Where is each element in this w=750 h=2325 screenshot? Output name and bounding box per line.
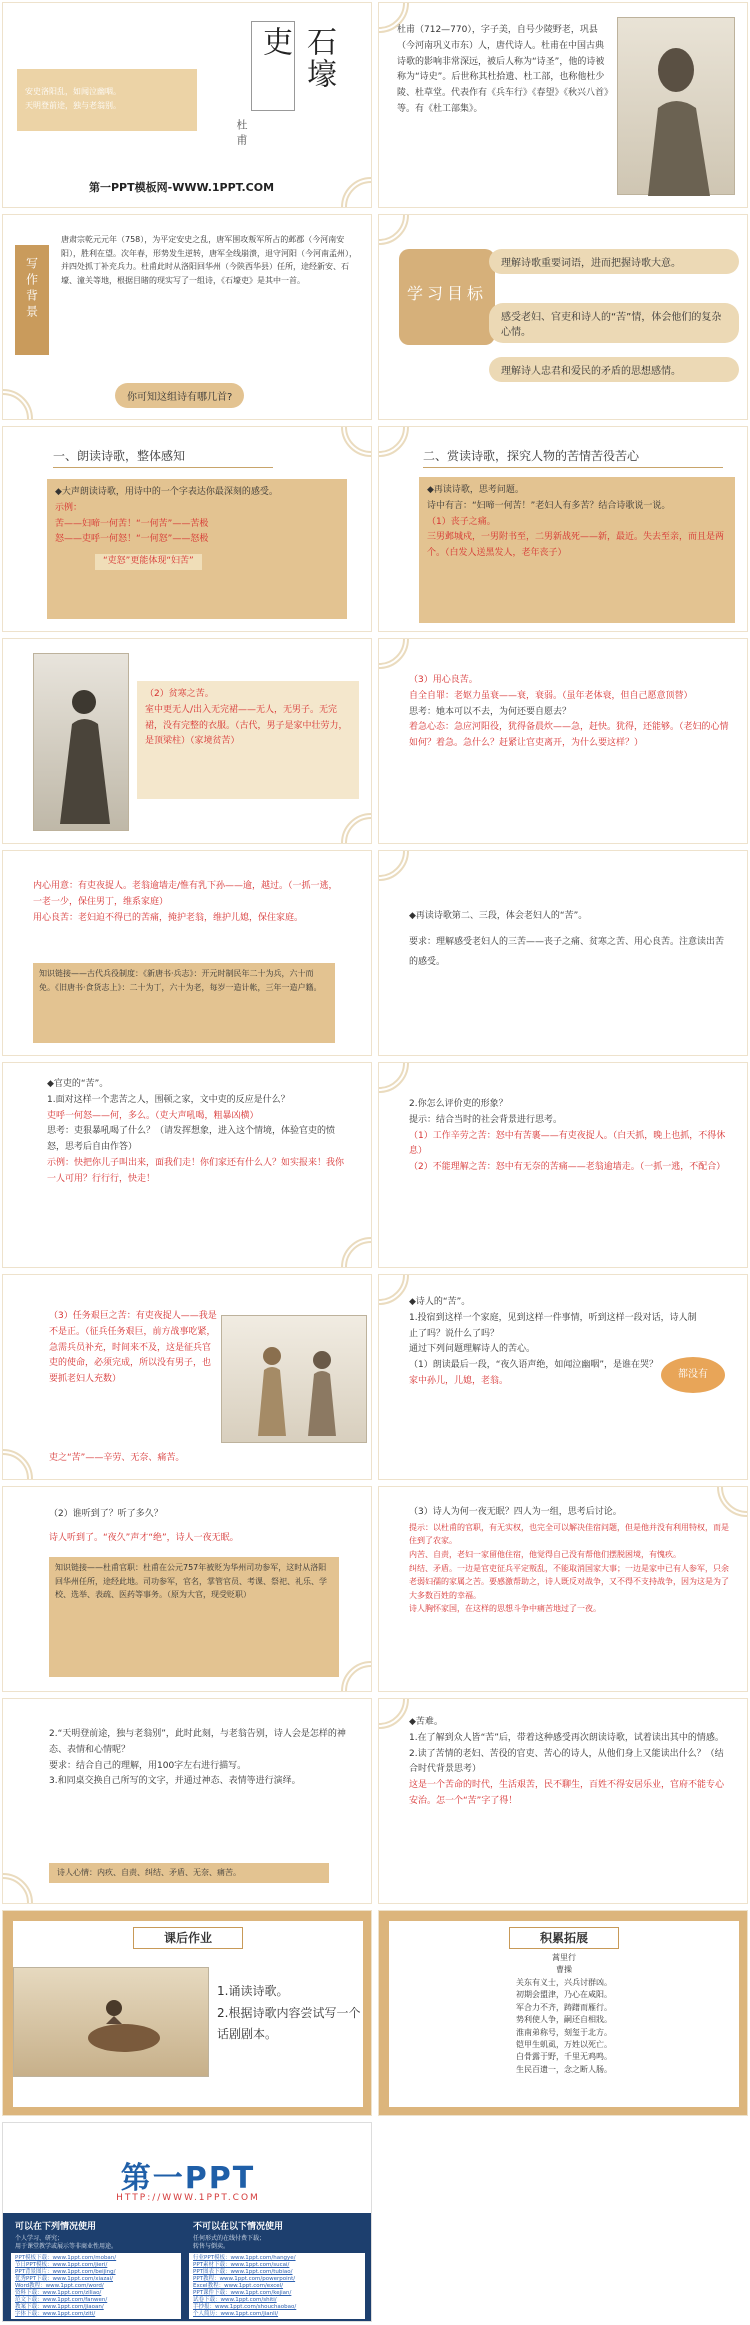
post-text: 知识链接——杜甫官职：杜甫在公元757年被贬为华州司功参军，这时从洛阳回华州任所，途经此地。司功参军，官名，掌管官员、考课、祭祀、礼乐、学校、选举、表疏、医药等事务。（原为大官，现受贬职）: [55, 1563, 327, 1600]
footer-link[interactable]: PPT背景图片：www.1ppt.com/beijing/: [15, 2269, 116, 2275]
corner-ornament: [378, 638, 409, 669]
homework-item-1: 1.诵读诗歌。: [217, 1984, 289, 1998]
footer-right-title: 不可以在以下情况使用: [193, 2222, 284, 2232]
title-frame: [251, 21, 336, 111]
footer-links-left: [11, 2253, 181, 2319]
watermark-text: 第一PPT模板网-WWW.1PPT.COM: [89, 181, 275, 194]
corner-ornament: [378, 214, 409, 245]
poem-author: 曹操: [556, 1965, 572, 1974]
figure-icon: [34, 654, 130, 832]
slide-suffering[interactable]: [378, 1698, 748, 1904]
slide-poet[interactable]: [378, 1274, 748, 1480]
evaluate-a: 2.你怎么评价吏的形象？: [409, 1099, 508, 1109]
suffering-b: 1.在了解到众人皆“苦”后，带着这种感受再次朗读诗歌，试着读出其中的情感。: [409, 1732, 724, 1743]
slide-goals[interactable]: [378, 214, 748, 420]
sleepless-e: 诗人胸怀家国，在这样的思想斗争中痛苦地过了一夜。: [409, 1604, 601, 1614]
footer-info-panel: [3, 2213, 372, 2322]
footer-link[interactable]: 行业PPT模板：www.1ppt.com/hangye/: [193, 2255, 296, 2261]
footer-link[interactable]: PPT素材下载：www.1ppt.com/sucai/: [193, 2262, 290, 2268]
portrait-image: [617, 17, 735, 195]
appreciate-q2: 诗中有言：“妇啼一何苦！”老妇人有多苦？结合诗歌说一说。: [427, 500, 671, 511]
footer-link[interactable]: 试卷下载：www.1ppt.com/shiti/: [193, 2297, 277, 2303]
heard-a: （2）谁听到了？听了多久？: [49, 1509, 163, 1519]
footer-left-title: 可以在下列情况使用: [15, 2222, 97, 2232]
slide-appreciate[interactable]: [378, 426, 748, 632]
slide-official[interactable]: [2, 1062, 372, 1268]
poem-line: 势利使人争，嗣还自相戕。: [516, 2015, 612, 2025]
corner-ornament: [2, 1873, 33, 1904]
good-intent-2: 思考：她本可以不去，为何还要自愿去？: [409, 706, 572, 717]
footer-url: HTTP://WWW.1PPT.COM: [116, 2193, 260, 2203]
official-b: 1.面对这样一个悲苦之人，围顿之家，文中吏的反应是什么？: [47, 1094, 290, 1105]
corner-ornament: [341, 813, 372, 844]
poem-line: 白骨露于野，千里无鸡鸣。: [516, 2052, 612, 2062]
slide-extension[interactable]: [378, 1910, 748, 2116]
evaluate-b: 提示：结合当时的社会背景进行思考。: [409, 1114, 563, 1125]
reread-a: ◆再读诗歌第二、三段，体会老妇人的“苦”。: [409, 911, 588, 921]
footer-link[interactable]: Excel教程：www.1ppt.com/excel/: [193, 2283, 284, 2289]
slide-homework[interactable]: [2, 1910, 372, 2116]
poem-line: 淮南弟称号，刻玺于北方。: [516, 2027, 612, 2037]
footer-link[interactable]: Word教程：www.1ppt.com/word/: [15, 2283, 104, 2289]
homework-item-2: 2.根据诗歌内容尝试写一个话剧剧本。: [217, 2005, 361, 2042]
military-a: 内心用意：有吏夜捉人。老翁逾墙走/惟有乳下孙——逾，越过。（一抓一逃，一老一少，保住男丁，维系家庭）: [33, 881, 338, 907]
task-b: 吏之“苦”——辛劳、无奈、痛苦。: [49, 1453, 185, 1463]
homework-image: [13, 1967, 209, 2077]
footer-link[interactable]: 字体下载：www.1ppt.com/ziti/: [15, 2311, 96, 2317]
slide-reading[interactable]: [2, 426, 372, 632]
reread-b: 要求：理解感受老妇人的三苦——丧子之痛、贫寒之苦、用心良苦。注意读出苦的感受。: [409, 936, 725, 967]
task-content: [49, 1309, 219, 1388]
corner-ornament: [341, 426, 372, 457]
section-heading: 二、赏读诗歌，探究人物的苦情苦役苦心: [423, 447, 723, 468]
suffering-a: ◆苦难。: [409, 1717, 443, 1727]
scene-image: [221, 1315, 367, 1443]
quote-box: [17, 69, 197, 131]
footer-link[interactable]: 教案下载：www.1ppt.com/jiaoan/: [15, 2304, 104, 2310]
footer-link[interactable]: 手抄报：www.1ppt.com/shouchaobao/: [193, 2304, 297, 2310]
post-box: [49, 1557, 339, 1677]
knowledge-text: 知识链接——古代兵役制度：《新唐书·兵志》：开元时制民年二十为兵，六十而免。《旧唐书·食货志上》：二十为丁，六十为老，每岁一造计帐，三年一造户籍。: [39, 969, 322, 992]
good-intent-content: [409, 673, 729, 752]
evaluate-c: （1）工作辛劳之苦：怒中有苦裹——有吏夜捉人。（白天抓，晚上也抓，不得休息）: [409, 1130, 726, 1157]
suffering-c: 2.读了苦情的老妇、苦役的官吏、苦心的诗人，从他们身上又能读出什么？（结合时代背景思考）: [409, 1748, 724, 1775]
appreciate-box: [419, 477, 735, 623]
corner-ornament: [341, 1661, 372, 1692]
suffering-content: [409, 1715, 729, 1810]
evaluate-d: （2）不能理解之苦：怒中有无奈的苦痛——老翁逾墙走。（一抓一逃，不配合）: [409, 1162, 726, 1172]
farewell-b: 要求：结合自己的理解，用100字左右进行描写。: [49, 1760, 247, 1771]
footer-link[interactable]: PPT模板下载：www.1ppt.com/moban/: [15, 2255, 117, 2261]
sleepless-b: 提示：以杜甫的官职，有无实权，也完全可以解决佳宿问题，但是他并没有利用特权，而是住到了农家。: [409, 1522, 729, 1546]
poet-content: [409, 1295, 699, 1390]
poem-line: 关东有义士，兴兵讨群凶。: [516, 1978, 612, 1987]
example-tag: “吏怒”更能体现“妇苦”: [95, 554, 202, 570]
task-a: （3）任务艰巨之苦：有吏夜捉人——我是不是正。（征兵任务艰巨，前方战事吃紧，急需兵员补充，时间来不及，这是征兵官吏的使命，必须完成，所以没有男子，也要抓老妇人充数）: [49, 1311, 217, 1384]
farewell-content: [49, 1727, 349, 1790]
poem-line: 初期会盟津，乃心在咸阳。: [516, 1990, 612, 2000]
footer-link[interactable]: PPT课件下载：www.1ppt.com/kejian/: [193, 2290, 292, 2296]
poet-b: 1.投宿到这样一个家庭，见到这样一件事情，听到这样一段对话，诗人制止了吗？说什么了吗？: [409, 1312, 697, 1339]
footer-link[interactable]: 范文下载：www.1ppt.com/fanwen/: [15, 2297, 108, 2303]
slide-reread[interactable]: [378, 850, 748, 1056]
slide-who-heard[interactable]: [2, 1486, 372, 1692]
footer-link[interactable]: 节日PPT模板：www.1ppt.com/jieri/: [15, 2262, 108, 2268]
answer-2: 三男邺城戍，一男附书至，二男新战死——新，最近。失去至亲，而且是两个。（白发人送黑发人，老年丧子）: [427, 532, 725, 558]
author-name: 杜甫: [235, 119, 248, 149]
mood-tag: 诗人心情：内疚、自责、纠结、矛盾、无奈、痛苦。: [49, 1863, 329, 1883]
poem-lines: [379, 1977, 748, 2076]
author-bio: 杜甫（712—770），字子美，自号少陵野老，巩县（今河南巩义市东）人，唐代诗人。杜甫在中国古典诗歌的影响非常深远，被后人称为“诗圣”，他的诗被称为“诗史”。后世称其杜拾遗、杜工部，也称他杜少陵、杜草堂。代表作有《兵车行》《春望》《秋兴八首》等。有《杜工部集》。: [397, 25, 609, 114]
slide-title[interactable]: [2, 2, 372, 208]
corner-ornament: [378, 426, 409, 457]
badge-no: 都没有: [661, 1357, 725, 1393]
poverty-box: [137, 681, 359, 799]
label-box: [15, 245, 49, 355]
footer-right-item-2: 转售与倒卖。: [193, 2243, 230, 2250]
footer-logo: 第一PPT: [120, 2161, 256, 2196]
corner-ornament: [378, 850, 409, 881]
poet-d: （1）朗读最后一段，“夜久语声绝，如闻泣幽咽”，是谁在哭？: [409, 1360, 659, 1370]
slide-evaluate[interactable]: [378, 1062, 748, 1268]
corner-ornament: [378, 1274, 409, 1305]
slide-background[interactable]: [2, 214, 372, 420]
quote-line-2: 天明登前途，独与老翁别。: [25, 100, 121, 110]
footer-link[interactable]: PPT教程：www.1ppt.com/powerpoint/: [193, 2276, 296, 2282]
goal-item-3: 理解诗人忠君和爱民的矛盾的思想感情。: [489, 357, 739, 382]
heard-b: 诗人听到了。“夜久”声才“绝”，诗人一夜无眠。: [49, 1533, 239, 1543]
corner-ornament: [2, 389, 33, 420]
poem-line: 生民百遗一，念之断人肠。: [516, 2064, 612, 2074]
slide-farewell[interactable]: [2, 1698, 372, 1904]
reading-question: ◆大声朗读诗歌，用诗中的一个字表达你最深刻的感受。: [55, 487, 278, 497]
good-intent-3: 着急心态：急应河阳役，犹得备晨炊——急，赶快。犹得，还能够。（老妇的心情如何？着急。急什么？赶紧让官吏离开，为什么要这样？）: [409, 722, 729, 748]
example-label: 示例：: [55, 502, 83, 513]
slide-military[interactable]: [2, 850, 372, 1056]
footer-left-item-1: 个人学习、研究；: [15, 2235, 64, 2242]
footer-link[interactable]: 优秀PPT下载：www.1ppt.com/xiazai/: [15, 2276, 114, 2282]
knowledge-box: [33, 963, 335, 1043]
official-d: 思考：吏狠暴吼喝了什么？（请发挥想象，进入这个情境，体验官吏的愤怒，思考后自由作答）: [47, 1126, 336, 1152]
sleepless-a: （3）诗人为何一夜无眠？四人为一组，思考后讨论。: [409, 1507, 622, 1517]
quote-line-1: 安史洛阳乱，如闻泣幽咽。: [25, 87, 121, 96]
reading-box: [47, 479, 347, 619]
scene-figure-icon: [222, 1316, 368, 1444]
evaluate-content: [409, 1097, 729, 1176]
background-text: 唐肃宗乾元元年（758），为平定安史之乱，唐军围攻叛军所占的邺郡（今河南安阳），胜利在望。次年春，形势发生逆转，唐军全线崩溃，退守河阳（今河南孟州），并四处抓丁补充兵力。杜甫此时从洛阳回华州（今陕西华县）任所，途经新安、石壕、潼关等地，根据目睹的现实写了一组诗，《石壕吏》是其中一首。: [61, 235, 357, 285]
slide-author-bio[interactable]: [378, 2, 748, 208]
footer-link[interactable]: 个人简历：www.1ppt.com/jianli/: [193, 2311, 279, 2317]
label-text: 写作背景: [24, 257, 39, 321]
good-intent-1: 自全自罪：老妪力虽衰——衰，衰弱。（虽年老体衰，但自己愿意顶替）: [409, 690, 693, 701]
slide-sleepless[interactable]: [378, 1486, 748, 1692]
good-intent-title: （3）用心良苦。: [409, 675, 478, 685]
sleepless-content: [409, 1505, 729, 1616]
homework-title: 课后作业: [133, 1927, 243, 1949]
official-e: 示例：快把你儿子叫出来，面我们走！你们家还有什么人？如实报来！我你一人可用？行行行，快走！: [47, 1157, 345, 1184]
example-1: 苦——妇啼一何苦！“一何苦”——苦极: [55, 518, 209, 529]
farewell-c: 3.和同桌交换自己所写的文字，并通过神态、表情等进行演绎。: [49, 1776, 301, 1787]
official-a: ◆官吏的“苦”。: [47, 1079, 109, 1089]
poem-line: 铠甲生虮虱，万姓以死亡。: [516, 2039, 612, 2049]
footer-links-right: [189, 2253, 365, 2319]
footer-link[interactable]: 资料下载：www.1ppt.com/ziliao/: [15, 2290, 102, 2296]
corner-ornament: [378, 1698, 409, 1729]
footer-link[interactable]: PPT图表下载：www.1ppt.com/tubiao/: [193, 2269, 293, 2275]
poem-title: 蒿里行: [552, 1953, 576, 1962]
corner-ornament: [378, 1062, 409, 1093]
question-pill: 你可知这组诗有哪几首?: [115, 383, 244, 408]
poverty-title: （2）贫寒之苦。: [145, 689, 214, 699]
poet-e: 家中孙儿，儿媳，老翁。: [409, 1375, 509, 1386]
poet-c: 通过下列问题理解诗人的苦心。: [409, 1344, 536, 1355]
footer-left-item-2: 用于课堂教学或展示等非商业性用途。: [15, 2243, 118, 2250]
goal-item-1: 理解诗歌重要词语，进而把握诗歌大意。: [489, 249, 739, 274]
corner-ornament: [341, 177, 372, 208]
poet-a: ◆诗人的“苦”。: [409, 1297, 471, 1307]
official-c: 吏呼一何怒——何，多么。（吏大声吼喝，粗暴凶横）: [47, 1110, 259, 1121]
suffering-d: 这是一个苦命的时代，生活艰苦，民不聊生，百姓不得安居乐业，官府不能专心安治。怎一个“苦”字了得！: [409, 1780, 725, 1806]
farewell-a: 2.“天明登前途，独与老翁别”，此时此刻，与老翁告别，诗人会是怎样的神态、表情和心情呢？: [49, 1729, 346, 1755]
poverty-text: 室中更无人/出入无完裙——无人，无男子。无完裙，没有完整的衣服。（古代，男子是家中壮劳力，是顶梁柱）（家境贫苦）: [145, 704, 348, 747]
footer-right-item-1: 任何形式的在线付费下载；: [193, 2235, 266, 2242]
footer-slide[interactable]: [2, 2122, 372, 2322]
military-content: [33, 879, 343, 926]
appreciate-q: ◆再读诗歌，思考问题。: [427, 485, 524, 495]
poem-line: 军合力不齐，踌躇而雁行。: [516, 2002, 612, 2012]
slide-poverty[interactable]: [2, 638, 372, 844]
reread-content: [409, 909, 729, 972]
extension-title: 积累拓展: [509, 1927, 619, 1949]
answer-1: （1）丧子之痛。: [427, 516, 496, 527]
sleepless-c: 内苦、自责，老妇一家留他住宿，他觉得自己没有帮他们摆脱困境，有愧疚。: [409, 1549, 681, 1559]
sleepless-d: 纠结、矛盾。一边是官吏征兵平定叛乱，不能取消国家大事；一边是家中已有人参军，只余老弱妇孺的家属之苦。要感激帮助之，诗人既反对战争，又不得不支持战争，因为这是为了大多数百姓的幸福。: [409, 1563, 729, 1600]
portrait-figure-icon: [618, 18, 736, 196]
corner-ornament: [2, 1449, 33, 1480]
corner-ornament: [341, 1237, 372, 1268]
illustration-image: [33, 653, 129, 831]
goals-label: 学习目标: [407, 284, 488, 303]
homework-list: [217, 1981, 363, 2046]
slide-title-text: 石壕吏: [257, 26, 336, 90]
horse-rider-icon: [14, 1968, 210, 2078]
example-2: 怒——吏呼一何怒！“一何怒”——怒极: [55, 534, 209, 545]
section-heading: 一、朗读诗歌，整体感知: [53, 447, 273, 468]
goal-item-2: 感受老妇、官吏和诗人的“苦”情，体会他们的复杂心情。: [489, 303, 739, 343]
slide-task[interactable]: [2, 1274, 372, 1480]
military-b: 用心良苦：老妇迫不得已的苦痛，掩护老翁，维护儿媳，保住家庭。: [33, 912, 304, 923]
goals-label-box: [399, 249, 495, 345]
official-content: [47, 1077, 347, 1187]
slide-good-intent[interactable]: [378, 638, 748, 844]
